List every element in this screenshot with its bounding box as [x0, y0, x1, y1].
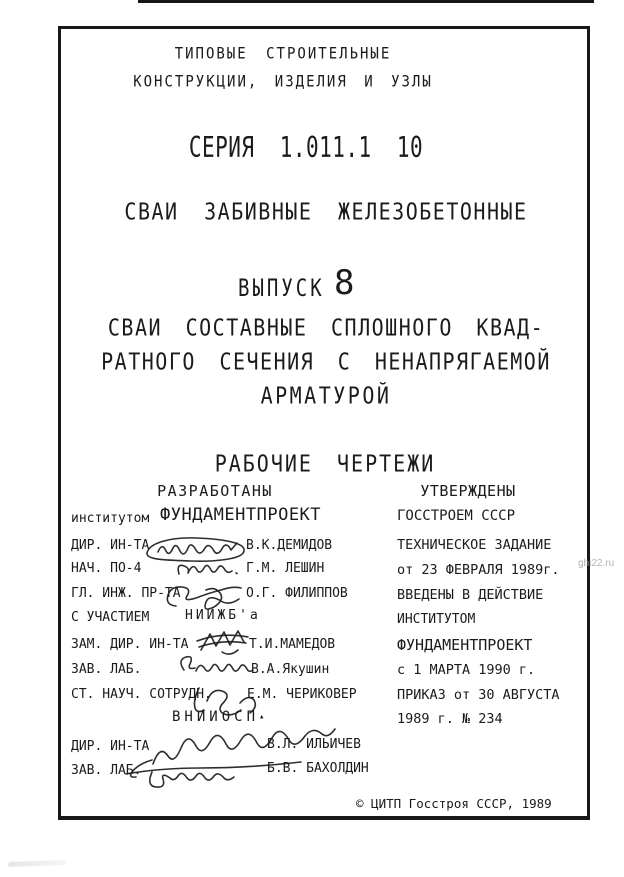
role-title: ДИР. ИН-ТА — [71, 739, 150, 754]
approved-line: от 23 ФЕВРАЛЯ 1989г. — [397, 562, 560, 578]
signer-name: В.Л. ИЛЬИЧЕВ — [267, 737, 361, 752]
second-org-name: ВНИИОСП — [172, 709, 260, 725]
issue-number: 8 — [334, 263, 355, 303]
series-title: СЕРИЯ 1.011.1 10 — [188, 131, 424, 164]
developed-header: РАЗРАБОТАНЫ — [157, 482, 273, 500]
institute-name: ФУНДАМЕНТПРОЕКТ — [160, 505, 322, 525]
header-line-2: КОНСТРУКЦИИ, ИЗДЕЛИЯ И УЗЛЫ — [133, 72, 433, 92]
signer-name: Т.И.МАМЕДОВ — [249, 637, 336, 652]
second-org — [172, 710, 264, 724]
issue-desc-line-3: АРМАТУРОЙ — [260, 381, 392, 410]
approved-org: ГОССТРОЕМ СССР — [397, 508, 516, 524]
role-title: ЗАМ. ДИР. ИН-ТА — [71, 637, 189, 652]
participation-label: С УЧАСТИЕМ — [71, 610, 150, 625]
issue-label: ВЫПУСК — [238, 274, 325, 302]
footnote-marker: ▴ — [259, 712, 265, 722]
signer-name: Б.В. БАХОЛДИН — [267, 761, 369, 776]
signer-name: В.К.ДЕМИДОВ — [246, 538, 333, 553]
signer-name: Г.М. ЛЕШИН — [246, 561, 325, 576]
scan-smudge — [8, 860, 66, 867]
participation-org: НИИЖБ'а — [185, 608, 261, 623]
approved-line: с 1 МАРТА 1990 г. — [397, 662, 536, 678]
approved-line: ВВЕДЕНЫ В ДЕЙСТВИЕ — [397, 587, 544, 603]
role-title: ЗАВ. ЛАБ. — [71, 662, 142, 677]
institute-label: институтом — [71, 511, 150, 526]
role-title: НАЧ. ПО-4 — [71, 561, 142, 576]
section-title: РАБОЧИЕ ЧЕРТЕЖИ — [214, 449, 436, 478]
header-line-1: ТИПОВЫЕ СТРОИТЕЛЬНЫЕ — [174, 44, 392, 64]
role-title: ЗАВ. ЛАБ. — [71, 763, 142, 778]
approved-line: 1989 г. № 234 — [397, 711, 503, 727]
site-watermark: gbi22.ru — [578, 558, 615, 569]
approved-line: ФУНДАМЕНТПРОЕКТ — [397, 636, 533, 654]
role-title: ГЛ. ИНЖ. ПР-ТА — [71, 586, 181, 601]
signer-name: В.А.Якушин — [251, 662, 330, 677]
signer-name: Е.М. ЧЕРИКОВЕР — [247, 687, 357, 702]
signer-name: О.Г. ФИЛИППОВ — [246, 586, 348, 601]
approved-line: ИНСТИТУТОМ — [397, 612, 476, 627]
approved-line: ПРИКАЗ от 30 АВГУСТА — [397, 687, 560, 703]
issue-desc-line-2: РАТНОГО СЕЧЕНИЯ С НЕНАПРЯГАЕМОЙ — [101, 347, 551, 376]
role-title: ДИР. ИН-ТА — [71, 538, 150, 553]
copyright-line: © ЦИТП Госстроя СССР, 1989 — [356, 796, 552, 811]
document-subtitle: СВАИ ЗАБИВНЫЕ ЖЕЛЕЗОБЕТОННЫЕ — [124, 197, 528, 226]
issue-desc-line-1: СВАИ СОСТАВНЫЕ СПЛОШНОГО КВАД- — [107, 313, 545, 342]
approved-header: УТВЕРЖДЕНЫ — [420, 482, 516, 500]
scan-edge-line — [138, 0, 594, 3]
approved-line: ТЕХНИЧЕСКОЕ ЗАДАНИЕ — [397, 537, 552, 553]
role-title: СТ. НАУЧ. СОТРУДН. — [71, 687, 212, 702]
